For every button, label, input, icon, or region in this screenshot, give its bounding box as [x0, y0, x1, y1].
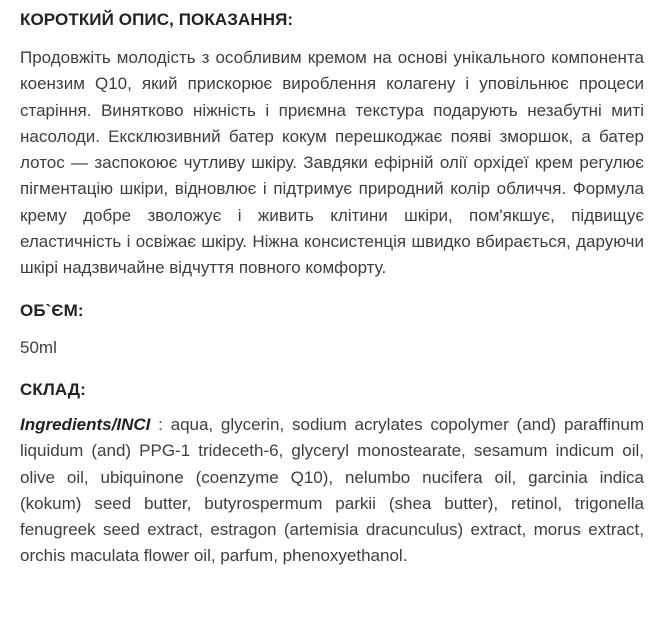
volume-heading: ОБ`ЄМ: [20, 300, 84, 320]
ingredients-label: Ingredients/INCI [20, 414, 151, 434]
composition-heading: СКЛАД: [20, 379, 86, 399]
description-heading: КОРОТКИЙ ОПИС, ПОКАЗАННЯ: [20, 10, 294, 29]
ingredients-text [20, 412, 644, 570]
ingredients-list: : aqua, glycerin, sodium acrylates copolymer (and) paraffinum liquidum (and) PPG-1 trideceth-6, glyceryl monostearate, sesamum indicum oil, olive oil, ubiquinone (coenzyme Q10), nelumbo nucifera oil, garcinia indica (kokum) seed butter, butyrospermum parkii (shea butter), retinol, trigonella fenugreek seed extract, estragon (artemisia dracunculus) extract, morus extract, orchis maculata flower oil, parfum, phenoxyethanol. [20, 414, 644, 566]
description-text: Продовжіть молодість з особливим кремом на основі унікального компонента коензим Q10, який прискорює вироблення колагену і уповільнює процеси старіння. Винятково ніжність і приємна текстура подарують незабутні миті насолоди. Ексклюзивний батер кокум перешкоджає появі зморшок, а батер лотос — заспокоює чутливу шкіру. Завдяки ефірній олії орхідеї крем регулює пігментацію шкіри, відновлює і підтримує природний колір обличчя. Формула крему добре зволожує і живить клітини шкіри, пом'якшує, підвищує еластичність і освіжає шкіру. Ніжна консистенція швидко вбирається, даруючи шкірі надзвичайне відчуття повного комфорту. [20, 48, 644, 278]
volume-value: 50ml [20, 337, 57, 357]
